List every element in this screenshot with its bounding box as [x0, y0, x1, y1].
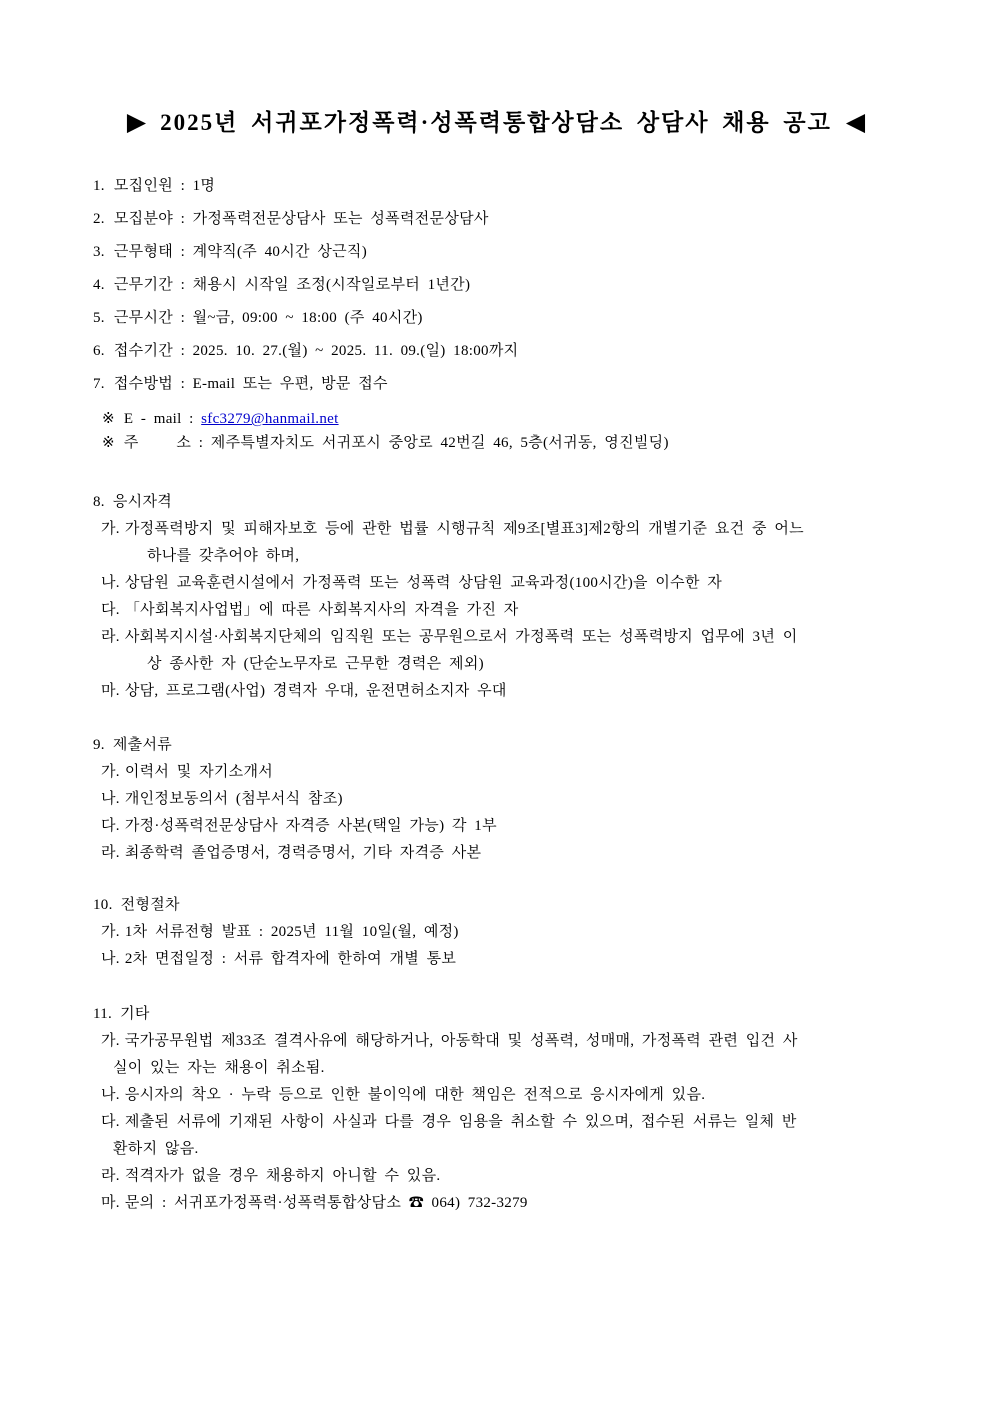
note-line	[102, 431, 923, 455]
section-line	[93, 786, 923, 813]
section-number: 8.	[93, 494, 105, 510]
sub-item-text: 「사회복지사업법」에 따른 사회복지사의 자격을 가진 자	[124, 602, 519, 618]
item-text: 접수기간 : 2025. 10. 27.(월) ~ 2025. 11. 09.(일) 18:00까지	[113, 343, 519, 359]
item-number: 6.	[93, 343, 105, 359]
sub-item-text: 응시자의 착오 · 누락 등으로 인한 불이익에 대한 책임은 전적으로 응시자에게 있음.	[124, 1087, 706, 1103]
section-title: 기타	[120, 1006, 150, 1022]
sub-item-label: 나.	[101, 951, 120, 967]
section-line	[93, 840, 923, 867]
sub-item-label: 나.	[101, 575, 120, 591]
sub-item-label: 가.	[101, 1033, 120, 1049]
page-title-text: 2025년 서귀포가정폭력·성폭력통합상담소 상담사 채용 공고	[160, 110, 832, 135]
section-line	[93, 678, 923, 705]
sub-item-label: 마.	[101, 683, 120, 699]
section-line	[93, 624, 923, 651]
item-text: 근무기간 : 채용시 시작일 조정(시작일로부터 1년간)	[113, 277, 471, 293]
list-item	[93, 242, 923, 262]
sub-item-label: 가.	[101, 764, 120, 780]
section-number: 10.	[93, 897, 113, 913]
section-line	[93, 543, 923, 570]
sub-item-label: 가.	[101, 924, 120, 940]
item-text: 근무시간 : 월~금, 09:00 ~ 18:00 (주 40시간)	[113, 310, 423, 326]
item-text: 모집분야 : 가정폭력전문상담사 또는 성폭력전문상담사	[113, 211, 489, 227]
sub-item-text: 2차 면접일정 : 서류 합격자에 한하여 개별 통보	[124, 951, 457, 967]
section-title: 제출서류	[112, 737, 173, 753]
sub-item-label: 마.	[101, 1195, 120, 1211]
reference-mark-icon: ※	[102, 411, 115, 427]
numbered-items	[93, 176, 923, 394]
section-8	[93, 489, 923, 705]
list-item	[93, 209, 923, 229]
sub-item-label: 나.	[101, 791, 120, 807]
sub-item-text: 상담, 프로그램(사업) 경력자 우대, 운전면허소지자 우대	[124, 683, 507, 699]
item-number: 1.	[93, 178, 105, 194]
sub-item-text: 최종학력 졸업증명서, 경력증명서, 기타 자격증 사본	[124, 845, 482, 861]
notes-list	[93, 407, 923, 455]
section-heading	[93, 892, 923, 919]
section-10	[93, 892, 923, 973]
sub-item-label: 다.	[101, 818, 120, 834]
list-item	[93, 341, 923, 361]
sub-item-text: 적격자가 없을 경우 채용하지 아니할 수 있음.	[124, 1168, 441, 1184]
section-title: 전형절차	[120, 897, 180, 913]
list-item	[93, 374, 923, 394]
sub-item-text: 실이 있는 자는 채용이 취소됨.	[113, 1060, 325, 1076]
sections	[93, 489, 923, 1217]
sub-item-text: 상 종사한 자 (단순노무자로 근무한 경력은 제외)	[147, 656, 484, 672]
sub-item-text: 환하지 않음.	[113, 1141, 199, 1157]
sub-item-text: 개인정보동의서 (첨부서식 참조)	[124, 791, 343, 807]
section-number: 11.	[93, 1006, 113, 1022]
sub-item-text: 상담원 교육훈련시설에서 가정폭력 또는 성폭력 상담원 교육과정(100시간)을 이수한 자	[124, 575, 723, 591]
section-line	[93, 919, 923, 946]
section-heading	[93, 732, 923, 759]
item-text: 근무형태 : 계약직(주 40시간 상근직)	[113, 244, 367, 260]
document-body	[93, 0, 923, 1217]
note-line	[102, 407, 923, 431]
list-item	[93, 176, 923, 196]
section-line	[93, 1055, 923, 1082]
sub-item-label: 나.	[101, 1087, 120, 1103]
title-left-arrow-icon: ▶	[126, 109, 147, 136]
note-text: 제주특별자치도 서귀포시 중앙로 42번길 46, 5층(서귀동, 영진빌딩)	[210, 435, 669, 451]
section-heading	[93, 1001, 923, 1028]
sub-item-text: 가정폭력방지 및 피해자보호 등에 관한 법률 시행규칙 제9조[별표3]제2항의 개별기준 요건 중 어느	[124, 521, 804, 537]
title-right-arrow-icon: ◀	[845, 109, 866, 136]
section-line	[93, 1136, 923, 1163]
section-9	[93, 732, 923, 867]
sub-item-text: 국가공무원법 제33조 결격사유에 해당하거나, 아동학대 및 성폭력, 성매매, 가정폭력 관련 입건 사	[124, 1033, 798, 1049]
section-heading	[93, 489, 923, 516]
list-item	[93, 275, 923, 295]
item-number: 7.	[93, 376, 105, 392]
section-11	[93, 1001, 923, 1217]
sub-item-text: 하나를 갖추어야 하며,	[147, 548, 300, 564]
sub-item-label: 다.	[101, 602, 120, 618]
sub-item-label: 라.	[101, 629, 120, 645]
section-line	[93, 1082, 923, 1109]
section-line	[93, 759, 923, 786]
section-line	[93, 1163, 923, 1190]
sub-item-text: 사회복지시설·사회복지단체의 임직원 또는 공무원으로서 가정폭력 또는 성폭력방지 업무에 3년 이	[124, 629, 798, 645]
section-line	[93, 1190, 923, 1217]
note-label: E - mail :	[123, 411, 202, 427]
section-line	[93, 813, 923, 840]
sub-item-text: 1차 서류전형 발표 : 2025년 11월 10일(월, 예정)	[124, 924, 459, 940]
section-line	[93, 946, 923, 973]
sub-item-text: 문의 : 서귀포가정폭력·성폭력통합상담소 ☎ 064) 732-3279	[124, 1195, 528, 1211]
list-item	[93, 308, 923, 328]
item-number: 2.	[93, 211, 105, 227]
note-label: 주 소 :	[123, 435, 211, 451]
reference-mark-icon: ※	[102, 435, 115, 451]
item-number: 4.	[93, 277, 105, 293]
sub-item-label: 가.	[101, 521, 120, 537]
sub-item-label: 다.	[101, 1114, 120, 1130]
section-line	[93, 1109, 923, 1136]
section-line	[93, 597, 923, 624]
section-line	[93, 1028, 923, 1055]
sub-item-text: 이력서 및 자기소개서	[124, 764, 274, 780]
item-number: 5.	[93, 310, 105, 326]
section-line	[93, 516, 923, 543]
page-title	[0, 108, 992, 138]
sub-item-label: 라.	[101, 845, 120, 861]
section-title: 응시자격	[112, 494, 173, 510]
sub-item-text: 제출된 서류에 기재된 사항이 사실과 다를 경우 임용을 취소할 수 있으며, 접수된 서류는 일체 반	[124, 1114, 797, 1130]
item-text: 접수방법 : E-mail 또는 우편, 방문 접수	[113, 376, 388, 392]
section-line	[93, 570, 923, 597]
section-number: 9.	[93, 737, 105, 753]
sub-item-text: 가정·성폭력전문상담사 자격증 사본(택일 가능) 각 1부	[124, 818, 497, 834]
item-text: 모집인원 : 1명	[113, 178, 216, 194]
section-line	[93, 651, 923, 678]
email-link[interactable]: sfc3279@hanmail.net	[201, 411, 339, 427]
item-number: 3.	[93, 244, 105, 260]
sub-item-label: 라.	[101, 1168, 120, 1184]
